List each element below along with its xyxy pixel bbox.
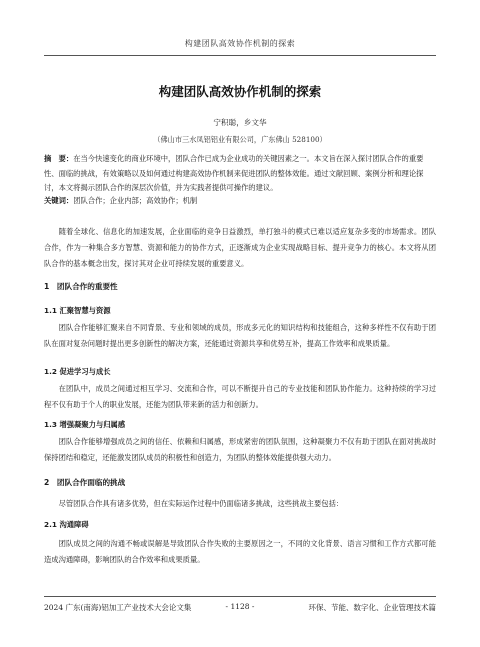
affiliation: （佛山市三水凤铝铝业有限公司，广东佛山 528100）	[153, 135, 327, 144]
running-header: 构建团队高效协作机制的探索	[184, 39, 296, 48]
paper-title: 构建团队高效协作机制的探索	[158, 84, 322, 99]
section-heading-1: 1 团队合作的重要性	[44, 282, 118, 291]
intro-paragraph: 随着全球化、信息化的加速发展，企业面临的竞争日益激烈，单打独斗的模式已难以适应复杂多变的市场需求。团队合作，作为一种集合多方智慧、资源和能力的协作方式，正逐渐成为企业实现战略目标、提升竞争力的核心。本文将从团队合作的基本概念出发，探讨其对企业可持续发展的重要意义。	[44, 227, 436, 268]
paragraph-1-1: 团队合作能够汇聚来自不同背景、专业和领域的成员，形成多元化的知识结构和技能组合，这种多样性不仅有助于团队在面对复杂问题时提出更多创新性的解决方案，还能通过资源共享和优势互补，提高工作效率和成果质量。	[44, 323, 436, 348]
abstract-text: 在当今快速变化的商业环境中，团队合作已成为企业成功的关键因素之一。本文旨在深入探讨团队合作的重要性、面临的挑战，有效策略以及如何通过构建高效协作机制来促进团队的整体效能。通过文献回顾、案例分析和理论探讨，本文将揭示团队合作的深层次价值，并为实践者提供可操作的建议。	[44, 154, 424, 192]
section-heading-2: 2 团队合作面临的挑战	[44, 478, 126, 487]
subsection-heading-2-1: 2.1 沟通障碍	[44, 520, 89, 529]
paragraph-2: 尽管团队合作具有诸多优势，但在实际运作过程中仍面临诸多挑战，这些挑战主要包括：	[58, 499, 344, 508]
footer-proceedings: 2024 广东(南海)铝加工产业技术大会论文集	[44, 603, 192, 612]
keywords-text: 团队合作；企业内部；高效协作；机制	[73, 196, 198, 205]
subsection-heading-1-2: 1.2 促进学习与成长	[44, 367, 111, 376]
footer-rule	[44, 596, 436, 597]
keywords-label: 关键词：	[44, 196, 74, 205]
paragraph-1-2: 在团队中，成员之间通过相互学习、交流和合作，可以不断提升自己的专业技能和团队协作能力。这种持续的学习过程不仅有助于个人的职业发展，还能为团队带来新的活力和创新力。	[44, 384, 436, 409]
subsection-heading-1-3: 1.3 增强凝聚力与归属感	[44, 420, 126, 429]
subsection-heading-1-1: 1.1 汇聚智慧与资源	[44, 306, 111, 315]
footer-section: 环保、节能、数字化、企业管理技术篇	[308, 603, 436, 612]
abstract-label: 摘 要：	[44, 154, 74, 163]
page-number: - 1128 -	[225, 602, 255, 611]
paragraph-1-3: 团队合作能够增强成员之间的信任、依赖和归属感，形成紧密的团队氛围，这种凝聚力不仅有助于团队在面对挑战时保持团结和稳定，还能激发团队成员的积极性和创造力，为团队的整体效能提供强大动力。	[44, 437, 436, 462]
header-rule	[44, 55, 436, 56]
authors: 宁积聪，乡文华	[213, 118, 267, 127]
keywords	[44, 194, 436, 209]
abstract	[44, 152, 436, 196]
paragraph-2-1: 团队成员之间的沟通不畅或误解是导致团队合作失败的主要原因之一，不同的文化背景、语言习惯和工作方式都可能造成沟通障碍，影响团队的合作效率和成果质量。	[44, 539, 436, 564]
